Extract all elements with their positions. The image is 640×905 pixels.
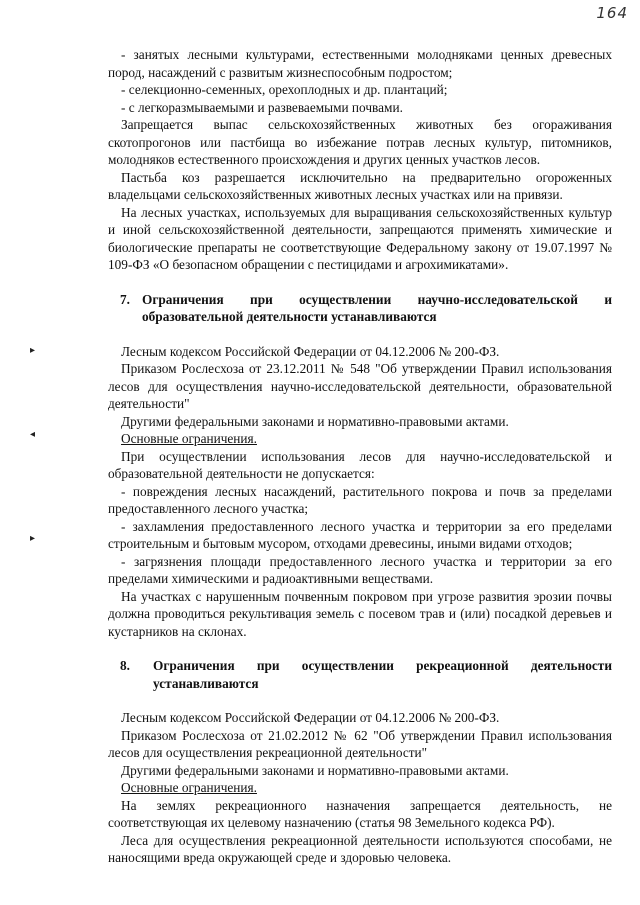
paragraph: - захламления предоставленного лесного участка и территории за его пределами строительным и бытовым мусором, отходами древесины, иными видами отходов; — [108, 518, 612, 551]
paragraph: На участках с нарушенным почвенным покровом при угрозе развития эрозии почвы должна проводиться рекультивация земель с посевом трав и (или) посадкой деревьев и кустарников на склонах. — [108, 588, 612, 639]
margin-mark: ◂ — [30, 429, 36, 440]
page-number: 164 — [596, 4, 628, 22]
paragraph: Запрещается выпас сельскохозяйственных животных без огораживания скотопрогонов или пастбища во избежание потрав лесных культур, питомников, молодняков естественного происхождения и других ценных участков лесов. — [108, 117, 612, 167]
paragraph: - селекционно-семенных, орехоплодных и др. плантаций; — [121, 82, 448, 97]
restrictions-label-text: Основные ограничения. — [121, 780, 257, 795]
paragraph: Приказом Рослесхоза от 23.12.2011 № 548 "Об утверждении Правил использования лесов для осуществления научно-исследовательской деятельности, образовательной деятельности" — [108, 361, 612, 411]
document-body — [108, 46, 612, 867]
margin-mark: ▸ — [30, 345, 36, 356]
section-7-heading — [108, 291, 612, 326]
section-number: 7. — [120, 291, 130, 307]
margin-mark: ▸ — [30, 533, 36, 544]
restrictions-label — [108, 430, 612, 448]
paragraph: При осуществлении использования лесов для научно-исследовательской и образовательной деятельности не допускается: — [108, 448, 612, 481]
paragraph: - занятых лесными культурами, естественными молодняками ценных древесных пород, насаждений с развитым жизнеспособным подростом; — [108, 47, 612, 80]
paragraph: Лесным кодексом Российской Федерации от 04.12.2006 № 200-ФЗ. — [121, 710, 500, 725]
paragraph: - повреждения лесных насаждений, растительного покрова и почв за пределами предоставленного лесного участка; — [108, 483, 612, 516]
section-8-heading — [108, 657, 612, 692]
paragraph: Приказом Рослесхоза от 21.02.2012 № 62 "Об утверждении Правил использования лесов для осуществления рекреационной деятельности" — [108, 727, 612, 760]
section-title: Ограничения при осуществлении научно-исследовательской и образовательной деятельности устанавливаются — [142, 291, 612, 324]
paragraph: Другими федеральными законами и нормативно-правовыми актами. — [121, 762, 509, 778]
paragraph: - загрязнения площади предоставленного лесного участка и территории за его пределами химическими и радиоактивными веществами. — [108, 553, 612, 586]
section-title: Ограничения при осуществлении рекреационной деятельности устанавливаются — [153, 658, 612, 691]
restrictions-label — [108, 779, 612, 797]
paragraph: Леса для осуществления рекреационной деятельности используются способами, не наносящими вреда окружающей среде и здоровью человека. — [108, 832, 612, 865]
paragraph: Лесным кодексом Российской Федерации от 04.12.2006 № 200-ФЗ. — [121, 343, 500, 359]
paragraph: Другими федеральными законами и нормативно-правовыми актами. — [121, 413, 509, 429]
restrictions-label-text: Основные ограничения. — [121, 431, 257, 446]
section-number: 8. — [120, 658, 130, 673]
paragraph: Пастьба коз разрешается исключительно на предварительно огороженных владельцами сельскохозяйственных животных лесных участках или на привязи. — [108, 169, 612, 202]
paragraph: - с легкоразмываемыми и развеваемыми почвами. — [121, 99, 403, 115]
paragraph: На землях рекреационного назначения запрещается деятельность, не соответствующая их целевому назначению (статья 98 Земельного кодекса РФ). — [108, 797, 612, 830]
paragraph: На лесных участках, используемых для выращивания сельскохозяйственных культур и иной сельскохозяйственной деятельности, запрещаются применять химические и биологические препараты не соответствующие Федеральному закону от 19.07.1997 № 109-ФЗ «О безопасном обращении с пестицидами и агрохимикатами». — [108, 204, 612, 272]
